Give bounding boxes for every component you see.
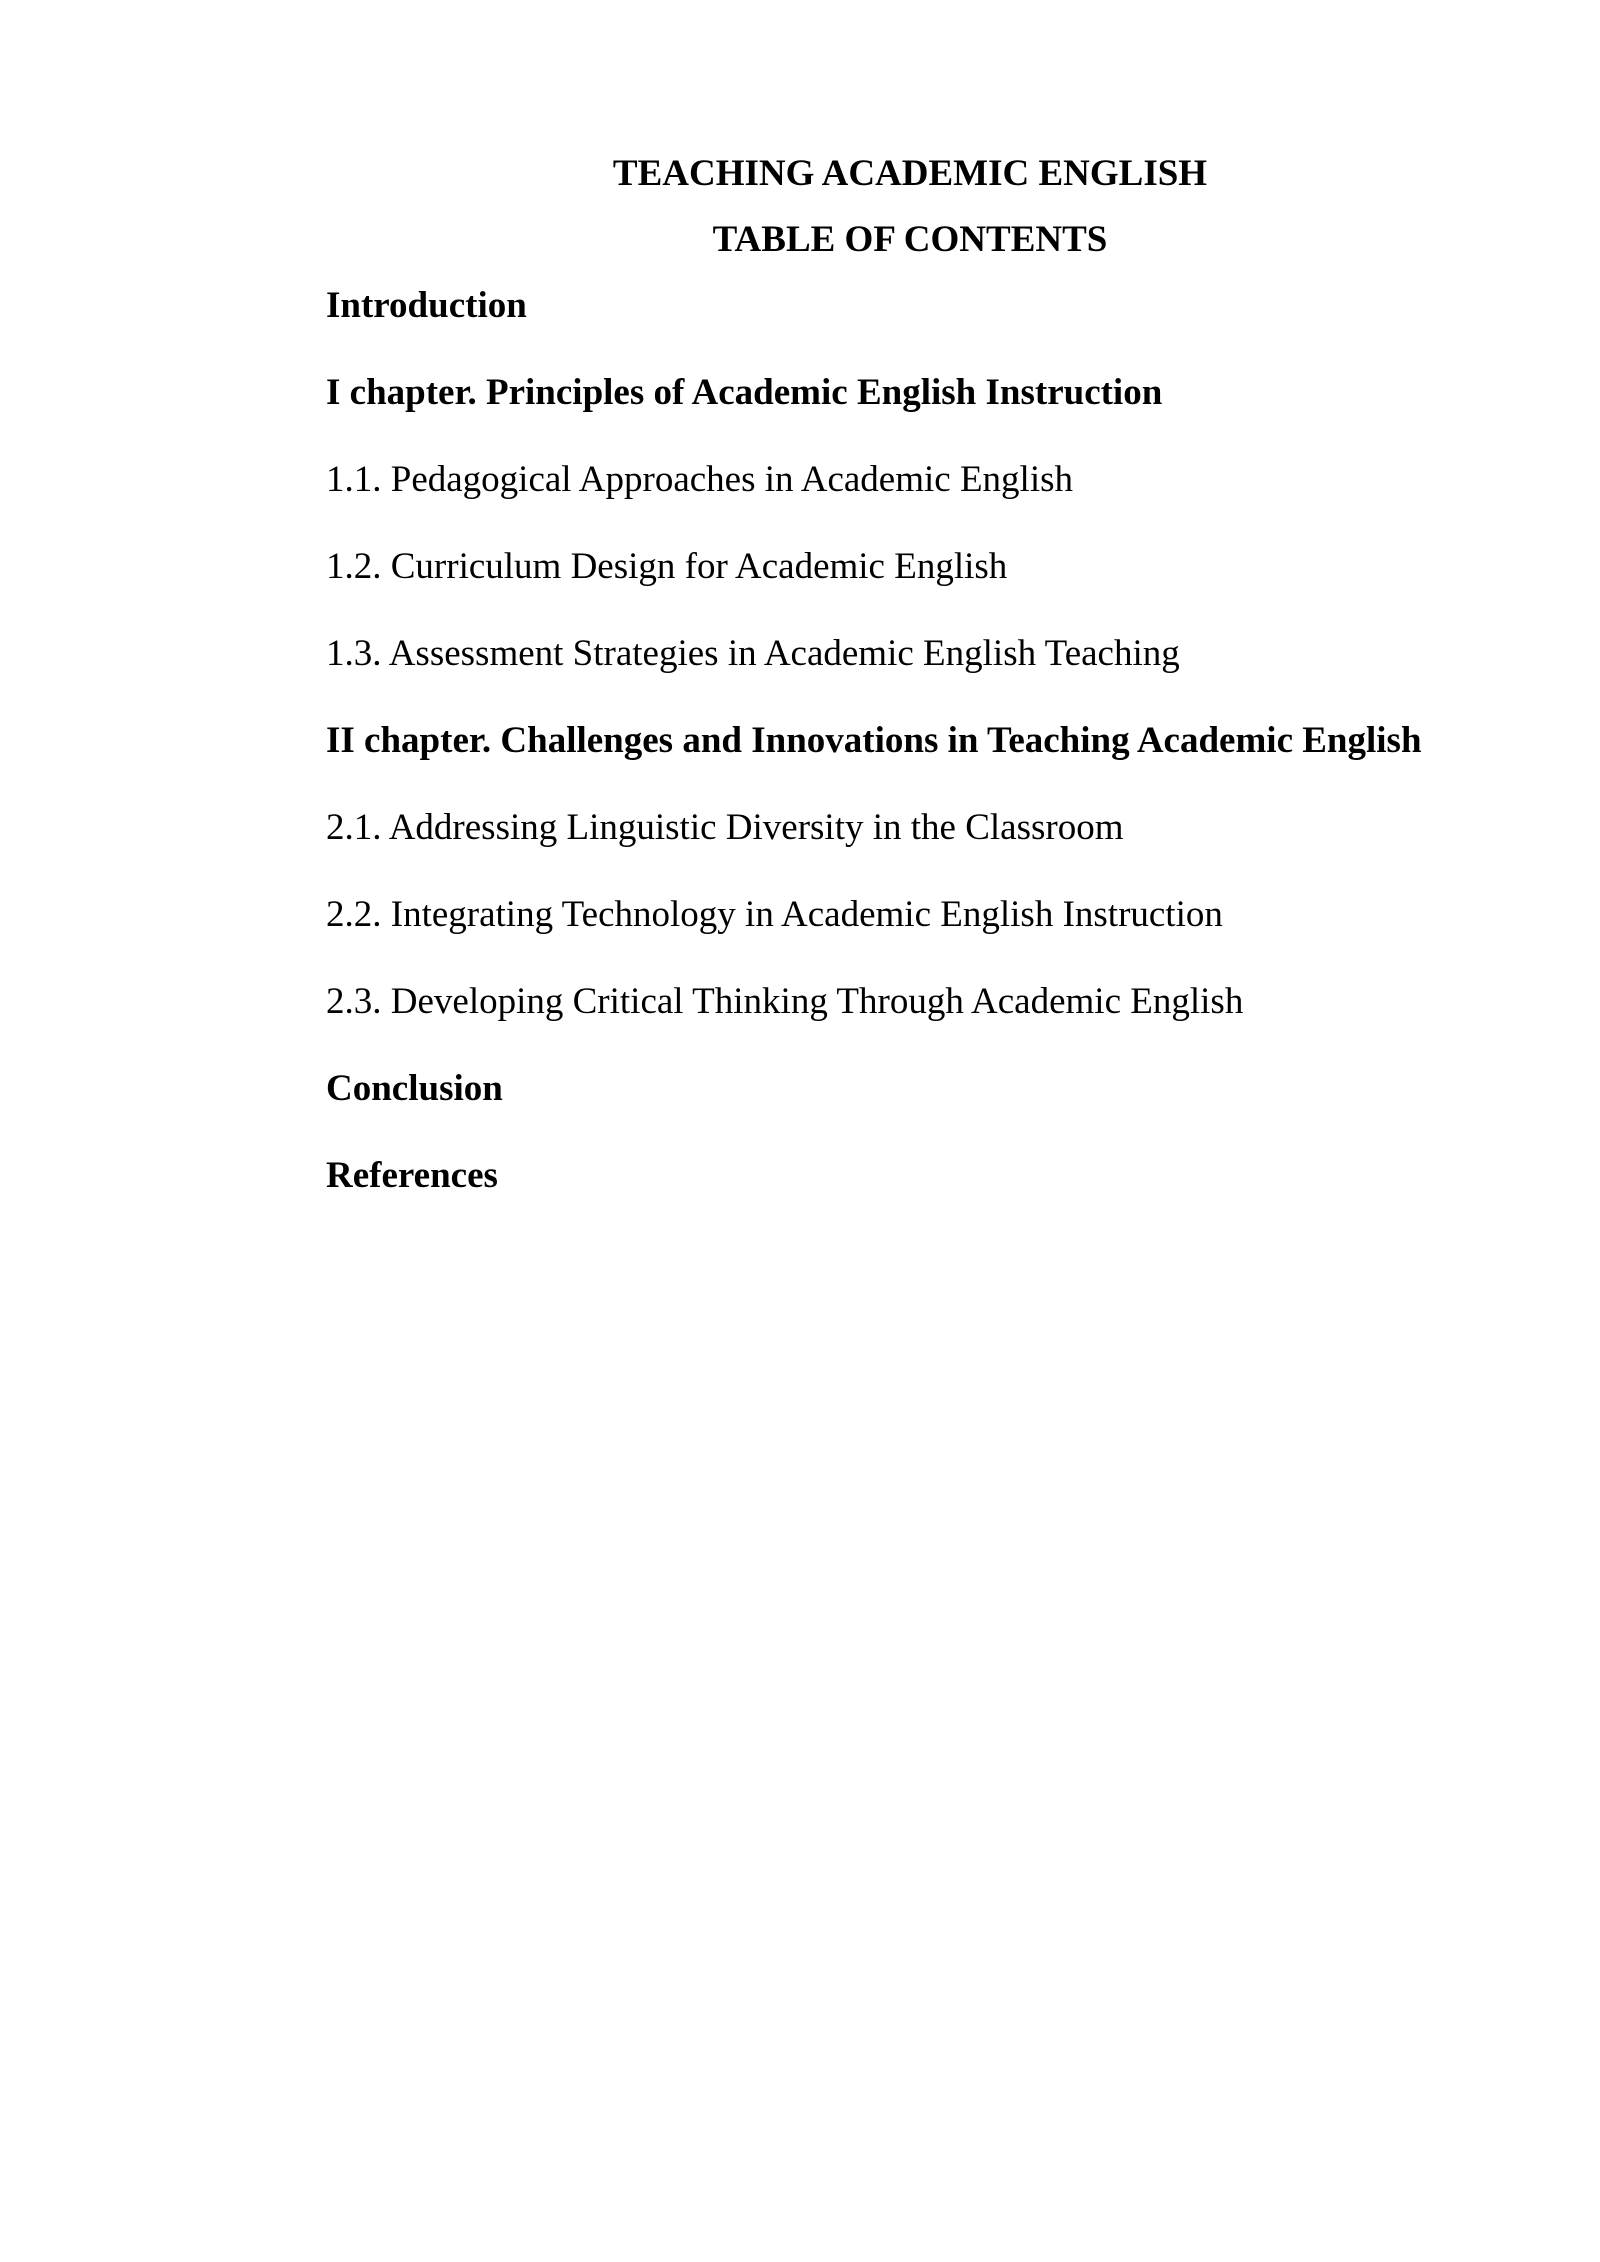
toc-entry-1-1: 1.1. Pedagogical Approaches in Academic English: [326, 459, 1074, 500]
toc-entry-2-1: 2.1. Addressing Linguistic Diversity in the Classroom: [326, 807, 1124, 848]
toc-entry-chapter-1: I chapter. Principles of Academic English Instruction: [326, 372, 1163, 413]
toc-entry-1-2: 1.2. Curriculum Design for Academic English: [326, 546, 1008, 587]
toc-entry-introduction: Introduction: [326, 285, 527, 326]
toc-entry-references: References: [326, 1155, 498, 1196]
table-of-contents: [326, 284, 1422, 1241]
toc-entry-2-2: 2.2. Integrating Technology in Academic English Instruction: [326, 894, 1223, 935]
toc-entry-1-3: 1.3. Assessment Strategies in Academic English Teaching: [326, 633, 1180, 674]
toc-entry-2-3: 2.3. Developing Critical Thinking Through Academic English: [326, 981, 1244, 1022]
toc-entry-conclusion: Conclusion: [326, 1068, 503, 1109]
toc-entry-chapter-2: II chapter. Challenges and Innovations in Teaching Academic English: [326, 720, 1422, 761]
document-title: TEACHING ACADEMIC ENGLISH: [612, 153, 1208, 194]
toc-heading: TABLE OF CONTENTS: [712, 219, 1108, 260]
